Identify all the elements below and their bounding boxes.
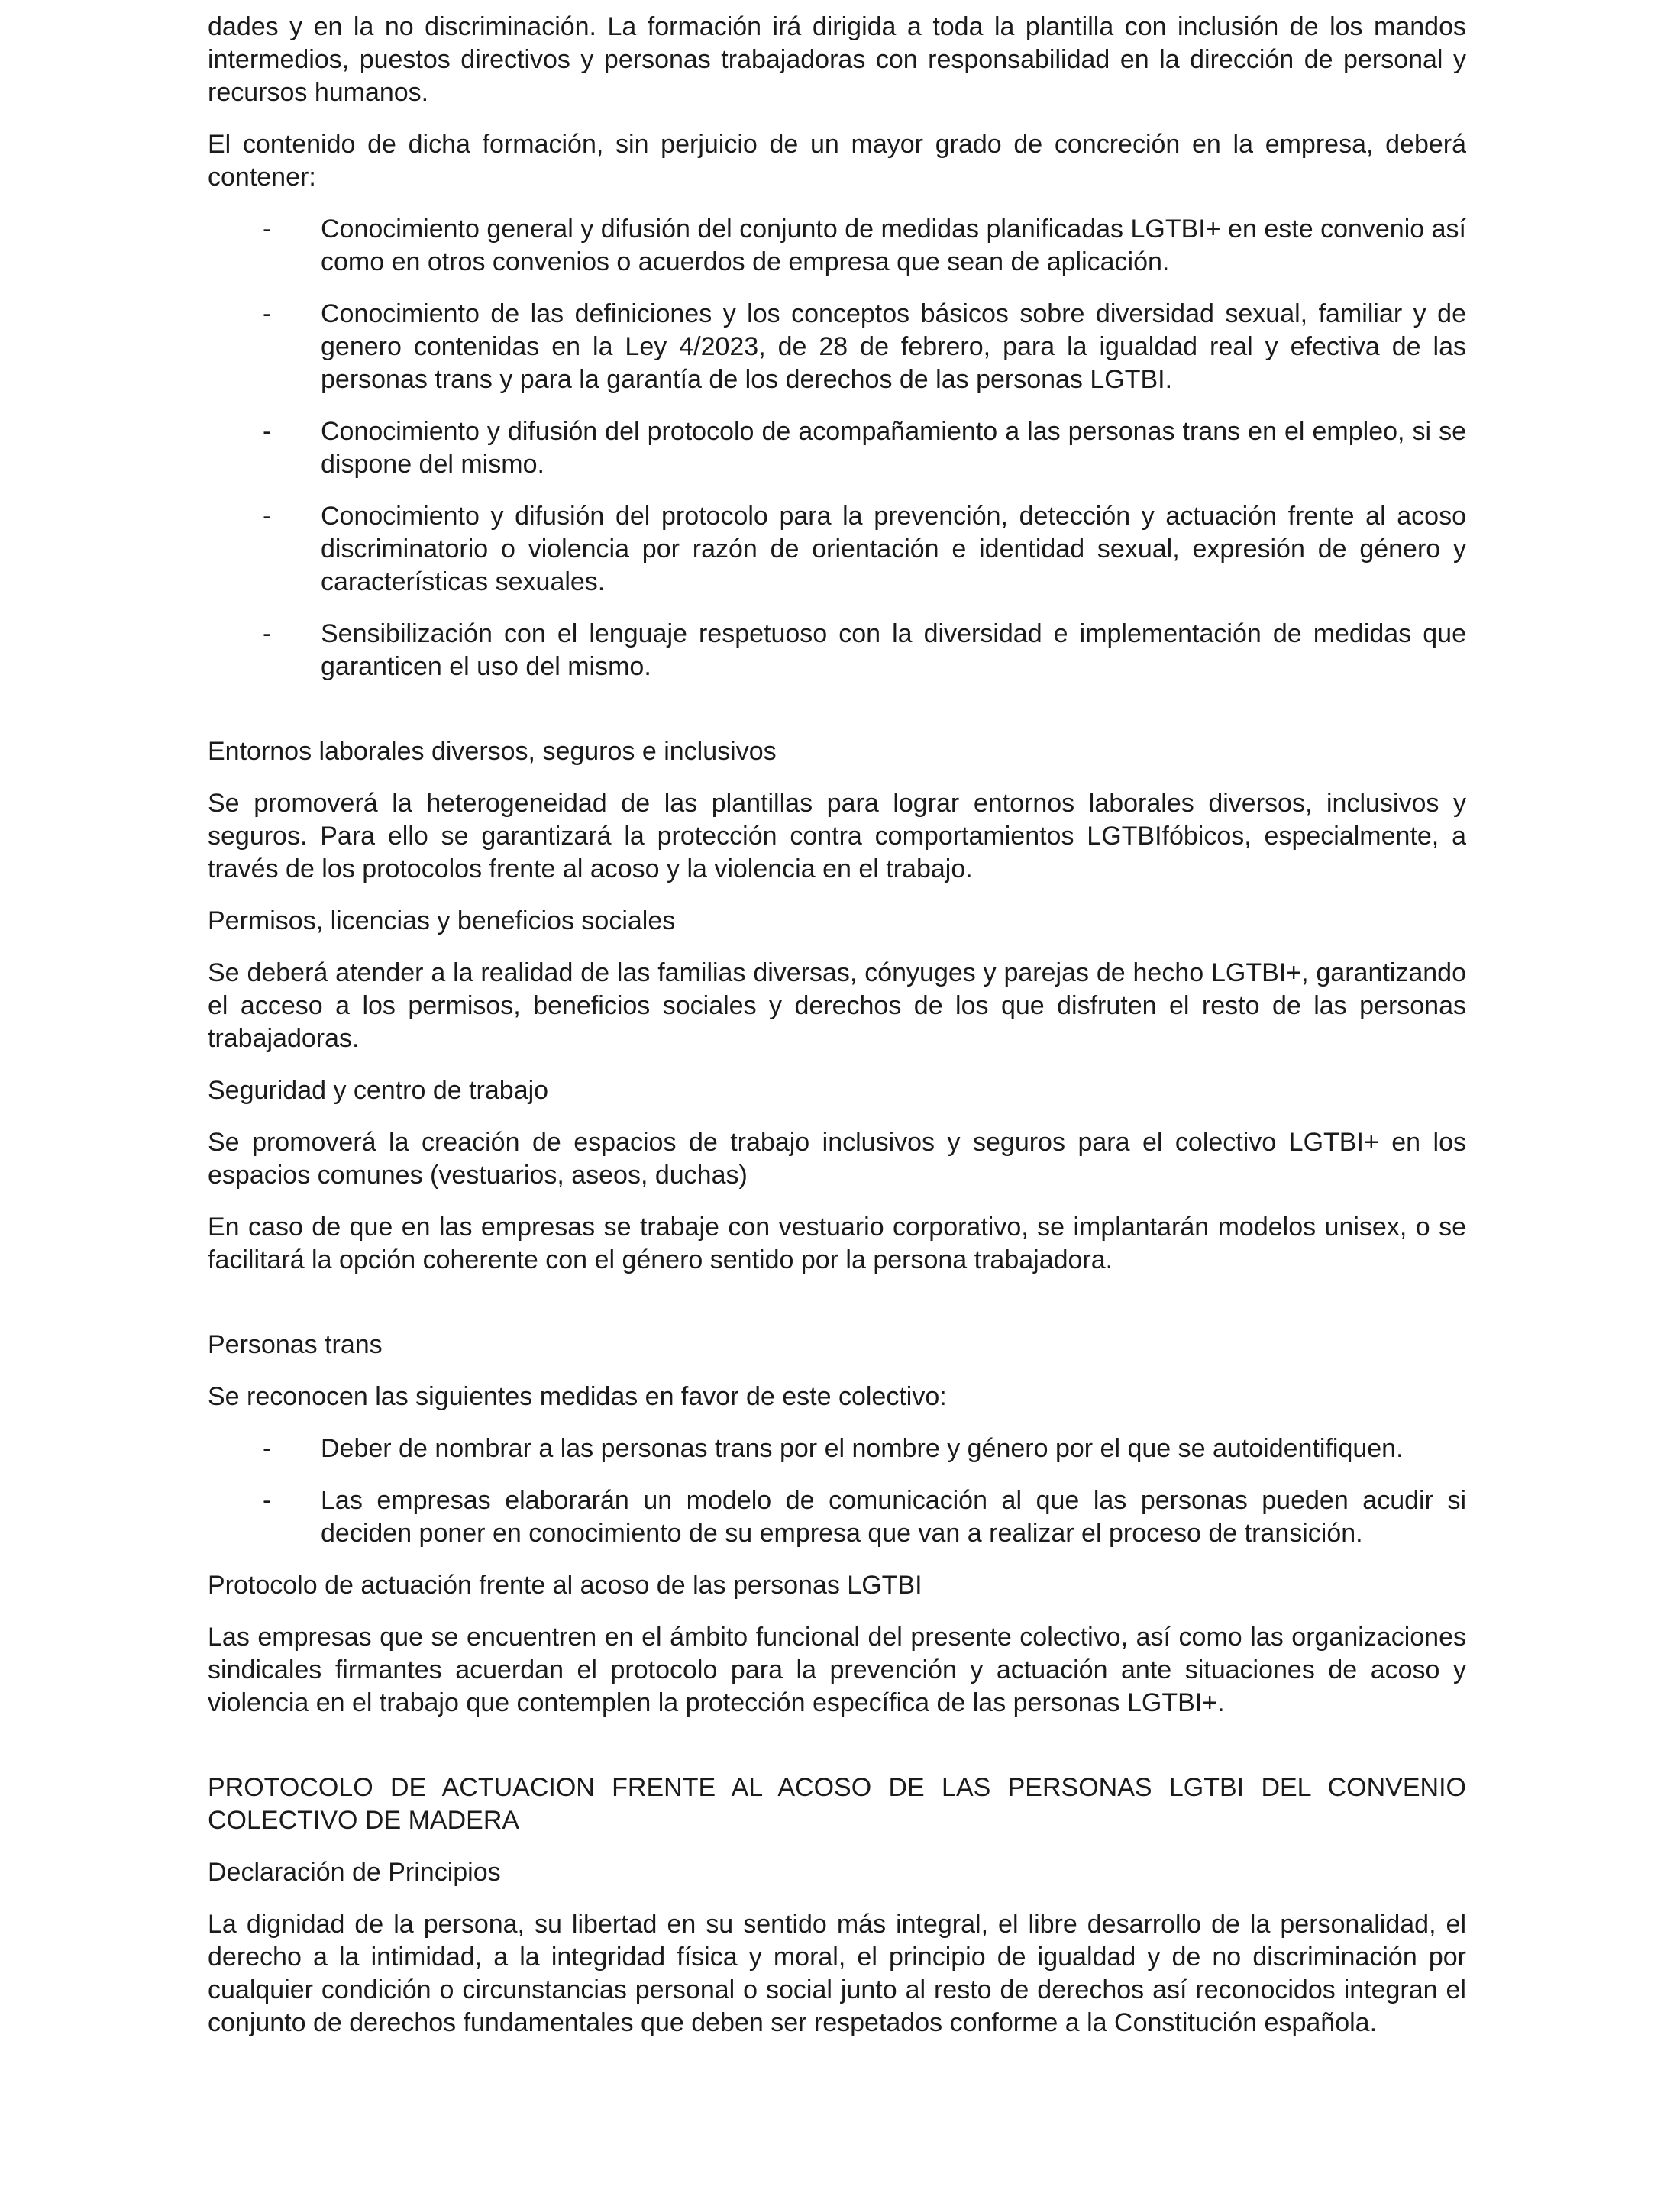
list-item-text: Conocimiento y difusión del protocolo de acompañamiento a las personas trans en el empleo, si se dispone del mismo. xyxy=(321,417,1466,479)
list-item xyxy=(208,415,1466,481)
list-item xyxy=(208,298,1466,396)
list-item xyxy=(208,500,1466,599)
list-dash: - xyxy=(263,215,272,244)
list-item-text: Conocimiento de las definiciones y los conceptos básicos sobre diversidad sexual, familiar y de genero contenidas en la Ley 4/2023, de 28 de febrero, para la igualdad real y efectiva de las personas trans y para la garantía de los derechos de las personas LGTBI. xyxy=(321,299,1466,394)
list-medidas-trans xyxy=(208,1432,1466,1550)
list-item xyxy=(208,1484,1466,1550)
list-item-text: Conocimiento y difusión del protocolo para la prevención, detección y actuación frente al acoso discriminatorio o violencia por razón de orientación e identidad sexual, expresión de género y características sexuales. xyxy=(321,502,1466,596)
list-dash: - xyxy=(263,299,272,328)
paragraph-seguridad-vestuario: En caso de que en las empresas se trabaje con vestuario corporativo, se implantarán modelos unisex, o se facilitará la opción coherente con el género sentido por la persona trabajadora. xyxy=(208,1213,1466,1274)
paragraph-entornos: Se promoverá la heterogeneidad de las plantillas para lograr entornos laborales diversos, inclusivos y seguros. Para ello se garantizará la protección contra comportamientos LGTBIfóbicos, especialmente, a través de los protocolos frente al acoso y la violencia en el trabajo. xyxy=(208,789,1466,883)
section-heading-protocolo-convenio: PROTOCOLO DE ACTUACION FRENTE AL ACOSO DE LAS PERSONAS LGTBI DEL CONVENIO COLECTIVO DE MADERA xyxy=(208,1773,1466,1835)
paragraph-seguridad-espacios: Se promoverá la creación de espacios de trabajo inclusivos y seguros para el colectivo LGTBI+ en los espacios comunes (vestuarios, aseos, duchas) xyxy=(208,1128,1466,1190)
list-item-text: Deber de nombrar a las personas trans por el nombre y género por el que se autoidentifiquen. xyxy=(321,1434,1404,1463)
section-heading-seguridad: Seguridad y centro de trabajo xyxy=(208,1076,549,1105)
list-item-text: Las empresas elaborarán un modelo de comunicación al que las personas pueden acudir si deciden poner en conocimiento de su empresa que van a realizar el proceso de transición. xyxy=(321,1486,1466,1548)
list-item-text: Conocimiento general y difusión del conjunto de medidas planificadas LGTBI+ en este convenio así como en otros convenios o acuerdos de empresa que sean de aplicación. xyxy=(321,215,1466,276)
paragraph-contenido-formacion: El contenido de dicha formación, sin perjuicio de un mayor grado de concreción en la empresa, deberá contener: xyxy=(208,130,1466,192)
list-item xyxy=(208,1432,1466,1465)
paragraph-formacion-dirigida: dades y en la no discriminación. La formación irá dirigida a toda la plantilla con inclusión de los mandos intermedios, puestos directivos y personas trabajadoras con responsabilidad en la dirección de personal y recursos humanos. xyxy=(208,12,1466,107)
list-dash: - xyxy=(263,502,272,531)
paragraph-declaracion: La dignidad de la persona, su libertad en su sentido más integral, el libre desarrollo de la personalidad, el derecho a la intimidad, a la integridad física y moral, el principio de igualdad y de no discriminación por cualquier condición o circunstancias personal o social junto al resto de derechos así reconocidos integran el conjunto de derechos fundamentales que deben ser respetados conforme a la Constitución española. xyxy=(208,1910,1466,2037)
document-page xyxy=(208,11,1466,2059)
section-heading-permisos: Permisos, licencias y beneficios sociales xyxy=(208,906,676,935)
section-heading-declaracion: Declaración de Principios xyxy=(208,1858,501,1887)
section-heading-personas-trans: Personas trans xyxy=(208,1330,383,1359)
list-item-text: Sensibilización con el lenguaje respetuoso con la diversidad e implementación de medidas que garanticen el uso del mismo. xyxy=(321,619,1466,681)
section-heading-protocolo: Protocolo de actuación frente al acoso de las personas LGTBI xyxy=(208,1571,922,1600)
list-item xyxy=(208,213,1466,279)
list-contenido-formacion xyxy=(208,213,1466,683)
list-item xyxy=(208,618,1466,683)
list-dash: - xyxy=(263,417,272,446)
paragraph-personas-trans: Se reconocen las siguientes medidas en favor de este colectivo: xyxy=(208,1382,947,1411)
list-dash: - xyxy=(263,619,272,648)
paragraph-permisos: Se deberá atender a la realidad de las familias diversas, cónyuges y parejas de hecho LGTBI+, garantizando el acceso a los permisos, beneficios sociales y derechos de los que disfruten el resto de las personas trabajadoras. xyxy=(208,958,1466,1053)
paragraph-protocolo: Las empresas que se encuentren en el ámbito funcional del presente colectivo, así como las organizaciones sindicales firmantes acuerdan el protocolo para la prevención y actuación ante situaciones de acoso y violencia en el trabajo que contemplen la protección específica de las personas LGTBI+. xyxy=(208,1623,1466,1717)
list-dash: - xyxy=(263,1434,272,1463)
list-dash: - xyxy=(263,1486,272,1515)
section-heading-entornos: Entornos laborales diversos, seguros e inclusivos xyxy=(208,737,777,766)
